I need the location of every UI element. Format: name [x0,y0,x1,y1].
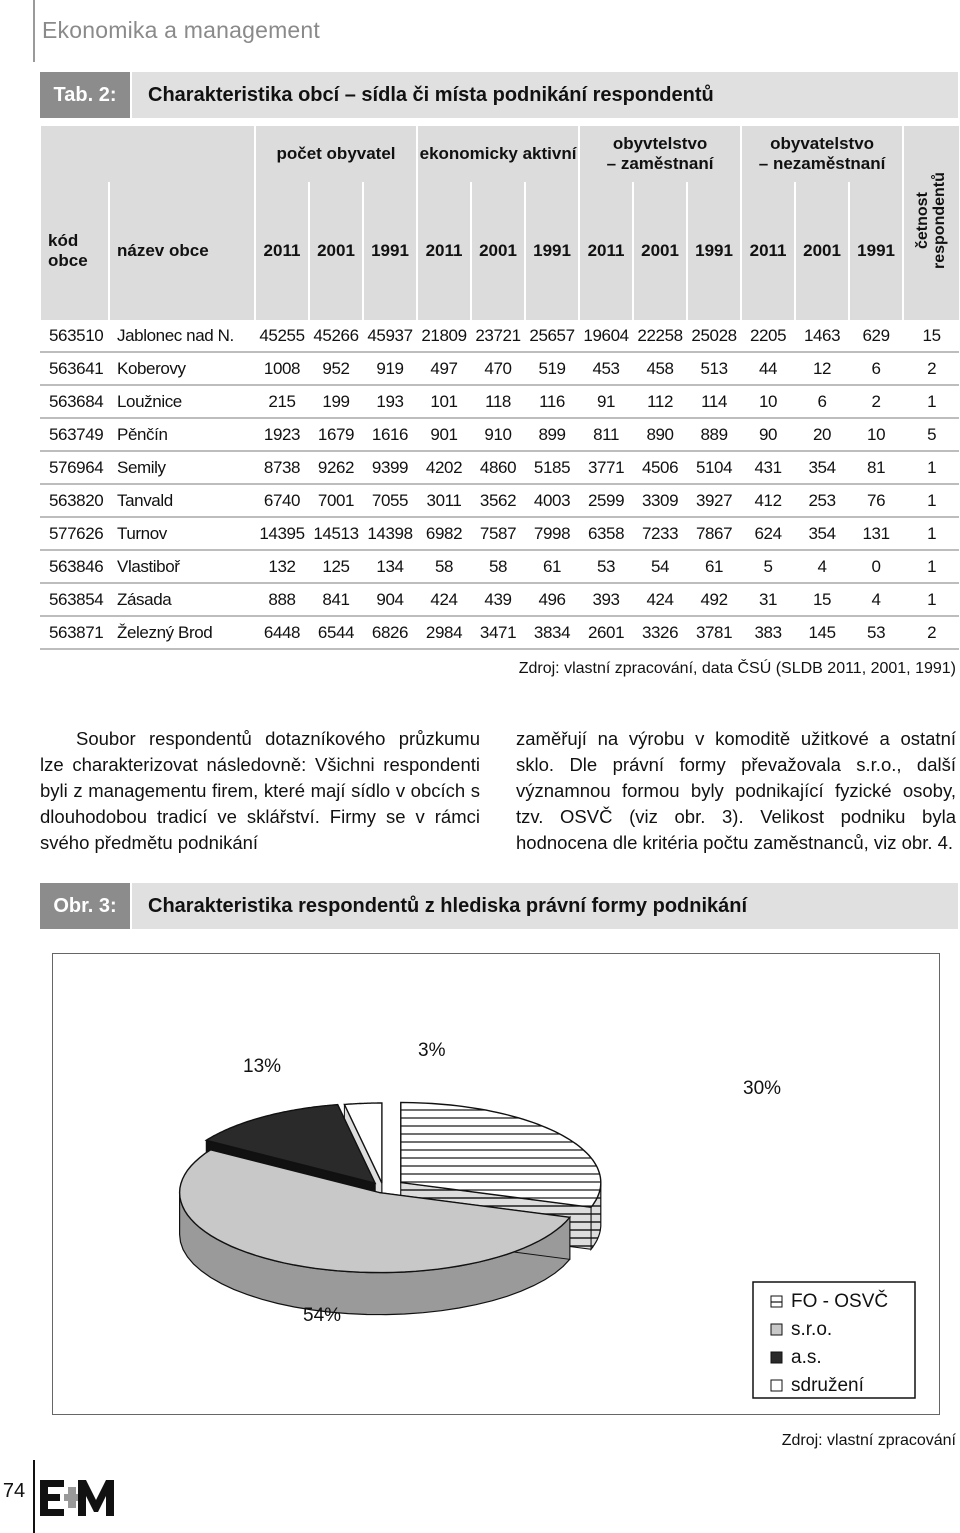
cell-value: 58 [471,550,525,583]
cell-value: 513 [687,352,741,385]
cell-value: 629 [849,320,903,352]
cell-name: Zásada [109,583,255,616]
cell-value: 2 [903,616,959,649]
cell-value: 22258 [633,320,687,352]
year-header: 2011 [255,182,309,320]
cell-value: 90 [741,418,795,451]
cell-value: 439 [471,583,525,616]
cell-value: 118 [471,385,525,418]
group-header-line: – nezaměstnaní [758,154,886,173]
cell-value: 890 [633,418,687,451]
cell-name: Loužnice [109,385,255,418]
table-row [41,352,959,385]
year-header: 2011 [579,182,633,320]
table-row [41,550,959,583]
table-row [41,583,959,616]
cell-value: 2 [849,385,903,418]
pie-data-label: 54% [303,1305,342,1326]
cell-name: Tanvald [109,484,255,517]
cell-value: 31 [741,583,795,616]
cell-value: 4506 [633,451,687,484]
header-rule [33,0,35,62]
group-header-econ-active: ekonomicky aktivní [417,126,579,182]
cell-value: 23721 [471,320,525,352]
cell-value: 3927 [687,484,741,517]
cell-value: 4202 [417,451,471,484]
cell-value: 519 [525,352,579,385]
cell-value: 354 [795,517,849,550]
cell-value: 6826 [363,616,417,649]
cell-value: 10 [849,418,903,451]
figure-source: Zdroj: vlastní zpracování [781,1432,956,1449]
cell-value: 889 [687,418,741,451]
table-row [41,517,959,550]
cell-value: 76 [849,484,903,517]
cell-code: 563871 [41,616,109,649]
cell-value: 354 [795,451,849,484]
cell-value: 116 [525,385,579,418]
cell-code: 563684 [41,385,109,418]
em-logo [40,1478,116,1523]
cell-value: 888 [255,583,309,616]
year-header: 2001 [795,182,849,320]
cell-value: 1463 [795,320,849,352]
year-header: 1991 [687,182,741,320]
cell-value: 496 [525,583,579,616]
table-row [41,385,959,418]
cell-value: 20 [795,418,849,451]
cell-code: 576964 [41,451,109,484]
cell-value: 19604 [579,320,633,352]
header-blank [41,126,255,182]
legend-label: a.s. [791,1347,822,1368]
journal-title: Ekonomika a management [42,17,320,43]
cell-value: 1923 [255,418,309,451]
cell-value: 131 [849,517,903,550]
cell-value: 497 [417,352,471,385]
cell-value: 15 [795,583,849,616]
legend-label: s.r.o. [791,1319,833,1340]
cell-value: 193 [363,385,417,418]
cell-value: 1 [903,385,959,418]
cell-value: 5 [903,418,959,451]
year-header: 2001 [309,182,363,320]
cell-value: 412 [741,484,795,517]
group-header-line: obyvatelstvo [770,134,875,153]
legend-swatch [771,1352,782,1363]
cell-value: 899 [525,418,579,451]
cell-value: 3781 [687,616,741,649]
cell-value: 3562 [471,484,525,517]
cell-value: 132 [255,550,309,583]
cell-value: 3326 [633,616,687,649]
cell-value: 3471 [471,616,525,649]
cell-value: 901 [417,418,471,451]
cell-value: 5 [741,550,795,583]
cell-value: 114 [687,385,741,418]
table-row [41,418,959,451]
group-header-unemployed [741,126,903,182]
figure-caption-bar [132,883,958,929]
cell-value: 14395 [255,517,309,550]
group-header-employed [579,126,741,182]
cell-value: 7055 [363,484,417,517]
table-title: Charakteristika obcí – sídla či místa podnikání respondentů [148,84,714,106]
year-header: 2001 [633,182,687,320]
cell-value: 81 [849,451,903,484]
cell-code: 563510 [41,320,109,352]
cell-value: 7001 [309,484,363,517]
cell-value: 1 [903,517,959,550]
cell-value: 1616 [363,418,417,451]
cell-value: 134 [363,550,417,583]
cell-value: 841 [309,583,363,616]
cell-value: 453 [579,352,633,385]
legend-swatch [771,1324,782,1335]
cell-value: 3309 [633,484,687,517]
pie-chart-frame [52,953,940,1415]
cell-value: 253 [795,484,849,517]
pie-data-label: 3% [418,1040,446,1061]
cell-value: 6448 [255,616,309,649]
cell-value: 7233 [633,517,687,550]
cell-value: 2205 [741,320,795,352]
cell-value: 9399 [363,451,417,484]
cell-value: 1008 [255,352,309,385]
cell-value: 904 [363,583,417,616]
cell-value: 2984 [417,616,471,649]
cell-value: 3834 [525,616,579,649]
body-text-right: zaměřují na výrobu v komoditě užitkové a ostatní sklo. Dle právní formy převažovala s.r.o., další významnou formou byly podnikající fyzické osoby, tzv. OSVČ (viz obr. 3). Velikost podniku byla hodnocena dle kritéria počtu zaměstnanců, viz obr. 4. [516,728,956,853]
table-row [41,320,959,352]
cell-name: Turnov [109,517,255,550]
cell-value: 6 [795,385,849,418]
year-header: 1991 [363,182,417,320]
table-label: Tab. 2: [40,72,130,118]
cell-code: 563820 [41,484,109,517]
code-header: kód obce [41,182,109,320]
cell-value: 424 [417,583,471,616]
freq-header [903,126,959,320]
data-table [40,126,959,650]
cell-value: 1679 [309,418,363,451]
table-row [41,451,959,484]
cell-value: 4860 [471,451,525,484]
cell-value: 624 [741,517,795,550]
group-header-population: počet obyvatel [255,126,417,182]
cell-value: 952 [309,352,363,385]
cell-value: 45255 [255,320,309,352]
cell-value: 25028 [687,320,741,352]
cell-code: 563749 [41,418,109,451]
cell-value: 811 [579,418,633,451]
cell-value: 4003 [525,484,579,517]
freq-header-text: četnost respondentů [913,172,948,269]
year-header: 2011 [741,182,795,320]
cell-name: Semily [109,451,255,484]
table-source: Zdroj: vlastní zpracování, data ČSÚ (SLDB 2011, 2001, 1991) [518,660,956,677]
cell-name: Vlastiboř [109,550,255,583]
cell-value: 14398 [363,517,417,550]
year-header: 2001 [471,182,525,320]
cell-value: 45937 [363,320,417,352]
pie-data-label: 13% [243,1056,282,1077]
cell-value: 45266 [309,320,363,352]
cell-name: Jablonec nad N. [109,320,255,352]
em-logo-icon [40,1478,116,1518]
cell-value: 393 [579,583,633,616]
cell-value: 61 [687,550,741,583]
figure-label: Obr. 3: [40,883,130,929]
body-text-left: Soubor respondentů dotazníkového průzkumu lze charakterizovat následovně: Všichni respondenti byli z managementu firem, které mají sídlo v obcích s dlouhodobou tradicí ve sklářství. Firmy se v rámci svého předmětu podnikání [40,728,480,853]
table-row [41,616,959,649]
group-header-line: obyvtelstvo [612,134,708,153]
cell-name: Železný Brod [109,616,255,649]
cell-value: 1 [903,550,959,583]
cell-value: 424 [633,583,687,616]
cell-value: 112 [633,385,687,418]
cell-value: 58 [417,550,471,583]
cell-value: 1 [903,451,959,484]
cell-value: 3011 [417,484,471,517]
cell-code: 563854 [41,583,109,616]
legend-swatch [771,1380,782,1391]
table-body [41,320,959,649]
cell-value: 919 [363,352,417,385]
cell-value: 470 [471,352,525,385]
cell-value: 53 [849,616,903,649]
cell-value: 6740 [255,484,309,517]
group-header-line: – zaměstnaní [606,154,714,173]
cell-value: 4 [795,550,849,583]
name-header: název obce [109,182,255,320]
cell-name: Koberovy [109,352,255,385]
cell-value: 383 [741,616,795,649]
table-row [41,484,959,517]
cell-value: 4 [849,583,903,616]
legend-label: FO - OSVČ [791,1291,889,1312]
page-number: 74 [2,1480,26,1502]
legend-label: sdružení [791,1375,864,1396]
year-header: 2011 [417,182,471,320]
table-caption-bar [132,72,958,118]
cell-value: 9262 [309,451,363,484]
footer-rule [33,1460,35,1533]
cell-value: 125 [309,550,363,583]
cell-value: 1 [903,484,959,517]
cell-value: 7867 [687,517,741,550]
cell-value: 61 [525,550,579,583]
cell-value: 2599 [579,484,633,517]
cell-value: 1 [903,583,959,616]
cell-value: 14513 [309,517,363,550]
cell-value: 145 [795,616,849,649]
cell-value: 0 [849,550,903,583]
cell-value: 25657 [525,320,579,352]
cell-value: 5104 [687,451,741,484]
pie-chart [53,954,939,1414]
cell-value: 2 [903,352,959,385]
cell-value: 6358 [579,517,633,550]
cell-value: 10 [741,385,795,418]
legend-swatch [771,1296,782,1307]
year-header: 1991 [849,182,903,320]
cell-value: 2601 [579,616,633,649]
cell-code: 563641 [41,352,109,385]
cell-value: 7587 [471,517,525,550]
cell-value: 44 [741,352,795,385]
cell-value: 6 [849,352,903,385]
figure-title: Charakteristika respondentů z hlediska právní formy podnikání [148,895,748,917]
cell-value: 215 [255,385,309,418]
cell-value: 91 [579,385,633,418]
pie-data-label: 30% [743,1078,782,1099]
cell-value: 458 [633,352,687,385]
cell-value: 101 [417,385,471,418]
cell-value: 492 [687,583,741,616]
cell-value: 199 [309,385,363,418]
cell-value: 12 [795,352,849,385]
cell-value: 431 [741,451,795,484]
cell-value: 3771 [579,451,633,484]
cell-value: 6982 [417,517,471,550]
cell-value: 8738 [255,451,309,484]
cell-value: 7998 [525,517,579,550]
cell-code: 563846 [41,550,109,583]
cell-code: 577626 [41,517,109,550]
year-header: 1991 [525,182,579,320]
cell-value: 15 [903,320,959,352]
cell-value: 6544 [309,616,363,649]
cell-value: 5185 [525,451,579,484]
cell-value: 54 [633,550,687,583]
cell-name: Pěnčín [109,418,255,451]
cell-value: 21809 [417,320,471,352]
cell-value: 53 [579,550,633,583]
cell-value: 910 [471,418,525,451]
